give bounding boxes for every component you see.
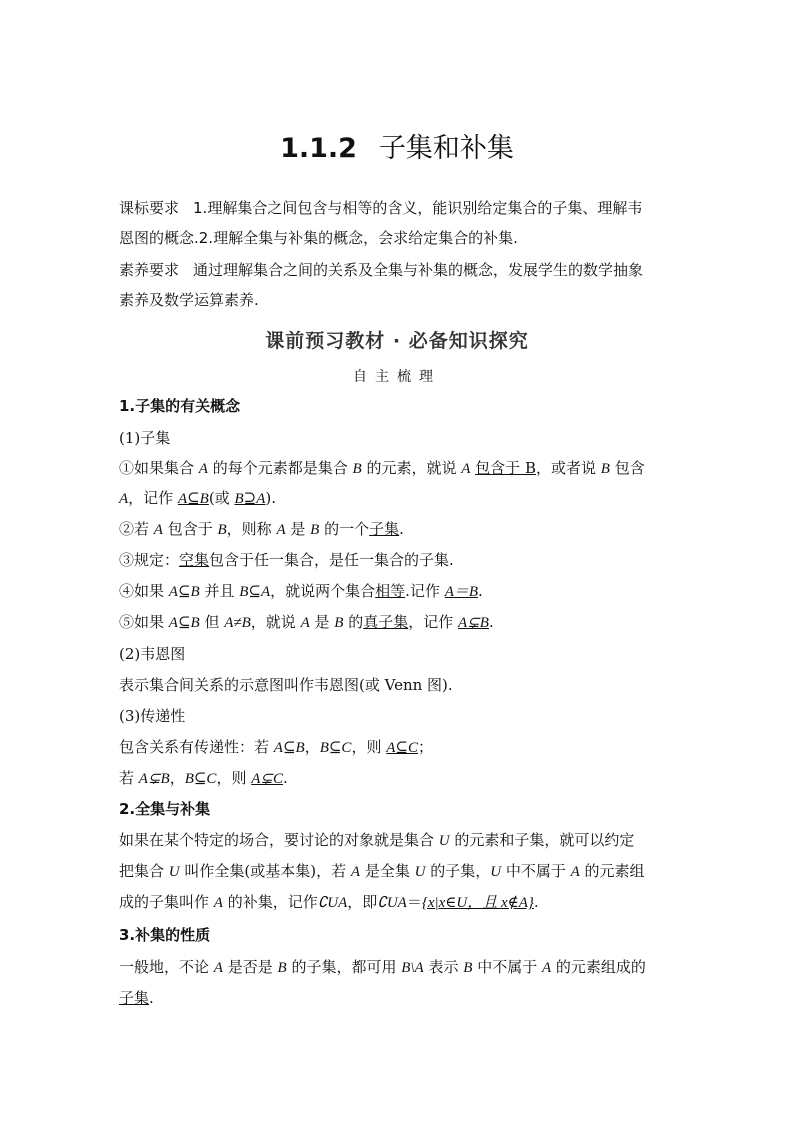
answer-blank: 子集 — [119, 989, 150, 1007]
answer-blank: A⊆B — [177, 491, 209, 507]
answer-blank: {x|x∈U，且 x∉A} — [421, 895, 534, 911]
page-title — [0, 126, 794, 165]
answer-blank: A＝B — [444, 584, 479, 600]
heading-transitivity: (3)传递性 — [119, 707, 186, 725]
curriculum-requirement-line-1 — [119, 198, 679, 218]
answer-blank: 空集 — [179, 551, 210, 569]
subset-definition-line-2: A，记作 A⊆B(或 B⊇A). — [119, 489, 277, 507]
heading-subset-concepts: 1.子集的有关概念 — [119, 397, 241, 415]
curriculum-requirement-line-2 — [119, 228, 679, 248]
complement-property-line-1: 一般地，不论 A 是否是 B 的子集，都可用 B\A 表示 B 中不属于 A 的元素组成的 — [119, 958, 646, 976]
heading-universal-complement: 2.全集与补集 — [119, 800, 211, 818]
section-title: 课前预习教材 · 必备知识探究 — [265, 330, 529, 352]
universal-set-line-1: 如果在某个特定的场合，要讨论的对象就是集合 U 的元素和子集，就可以约定 — [119, 831, 635, 849]
answer-blank: 真子集 — [363, 613, 409, 631]
literacy-text-1: 通过理解集合之间的关系及全集与补集的概念，发展学生的数学抽象 — [193, 261, 644, 279]
section-subtitle: 自主梳理 — [353, 369, 441, 385]
literacy-label: 素养要求 — [119, 261, 180, 279]
lesson-number: 1.1.2 — [280, 133, 357, 164]
answer-blank: A⊊C — [251, 771, 283, 787]
answer-blank: B⊇A — [234, 491, 266, 507]
complement-property-line-2: 子集. — [119, 989, 154, 1007]
answer-blank: 包含于 B — [475, 459, 536, 477]
heading-subset: (1)子集 — [119, 429, 171, 447]
subset-item-5: ⑤如果 A⊆B 但 A≠B，就说 A 是 B 的真子集，记作 A⊊B. — [119, 613, 494, 631]
venn-definition: 表示集合间关系的示意图叫作韦恩图(或 Venn 图). — [119, 676, 453, 694]
subset-definition-line-1: ①如果集合 A 的每个元素都是集合 B 的元素，就说 A 包含于 B，或者说 B 包含 — [119, 459, 645, 477]
universal-set-line-3: 成的子集叫作 A 的补集，记作∁UA，即∁UA＝{x|x∈U，且 x∉A}. — [119, 893, 539, 911]
curriculum-label: 课标要求 — [119, 199, 180, 217]
curriculum-text-2: 恩图的概念.2.理解全集与补集的概念，会求给定集合的补集. — [119, 229, 518, 247]
literacy-requirement-line-1 — [119, 260, 679, 280]
heading-complement-properties: 3.补集的性质 — [119, 926, 211, 944]
universal-set-line-2: 把集合 U 叫作全集(或基本集)，若 A 是全集 U 的子集，U 中不属于 A 的元素组 — [119, 862, 645, 880]
answer-blank: 子集 — [369, 520, 400, 538]
curriculum-text-1: 1.理解集合之间包含与相等的含义，能识别给定集合的子集、理解韦 — [193, 199, 643, 217]
subset-item-2: ②若 A 包含于 B，则称 A 是 B 的一个子集. — [119, 520, 404, 538]
literacy-requirement-line-2 — [119, 290, 679, 310]
answer-blank: A⊊B — [458, 615, 489, 631]
lesson-title: 子集和补集 — [378, 133, 514, 164]
answer-blank: 相等 — [375, 582, 406, 600]
heading-venn: (2)韦恩图 — [119, 645, 186, 663]
transitivity-line-1: 包含关系有传递性：若 A⊆B，B⊆C，则 A⊆C； — [119, 738, 433, 756]
subset-item-3: ③规定：空集包含于任一集合，是任一集合的子集. — [119, 551, 454, 569]
literacy-text-2: 素养及数学运算素养. — [119, 291, 259, 309]
answer-blank: A⊆C — [386, 740, 418, 756]
transitivity-line-2: 若 A⊊B，B⊆C，则 A⊊C. — [119, 769, 288, 787]
subset-item-4: ④如果 A⊆B 并且 B⊆A，就说两个集合相等.记作 A＝B. — [119, 582, 483, 600]
